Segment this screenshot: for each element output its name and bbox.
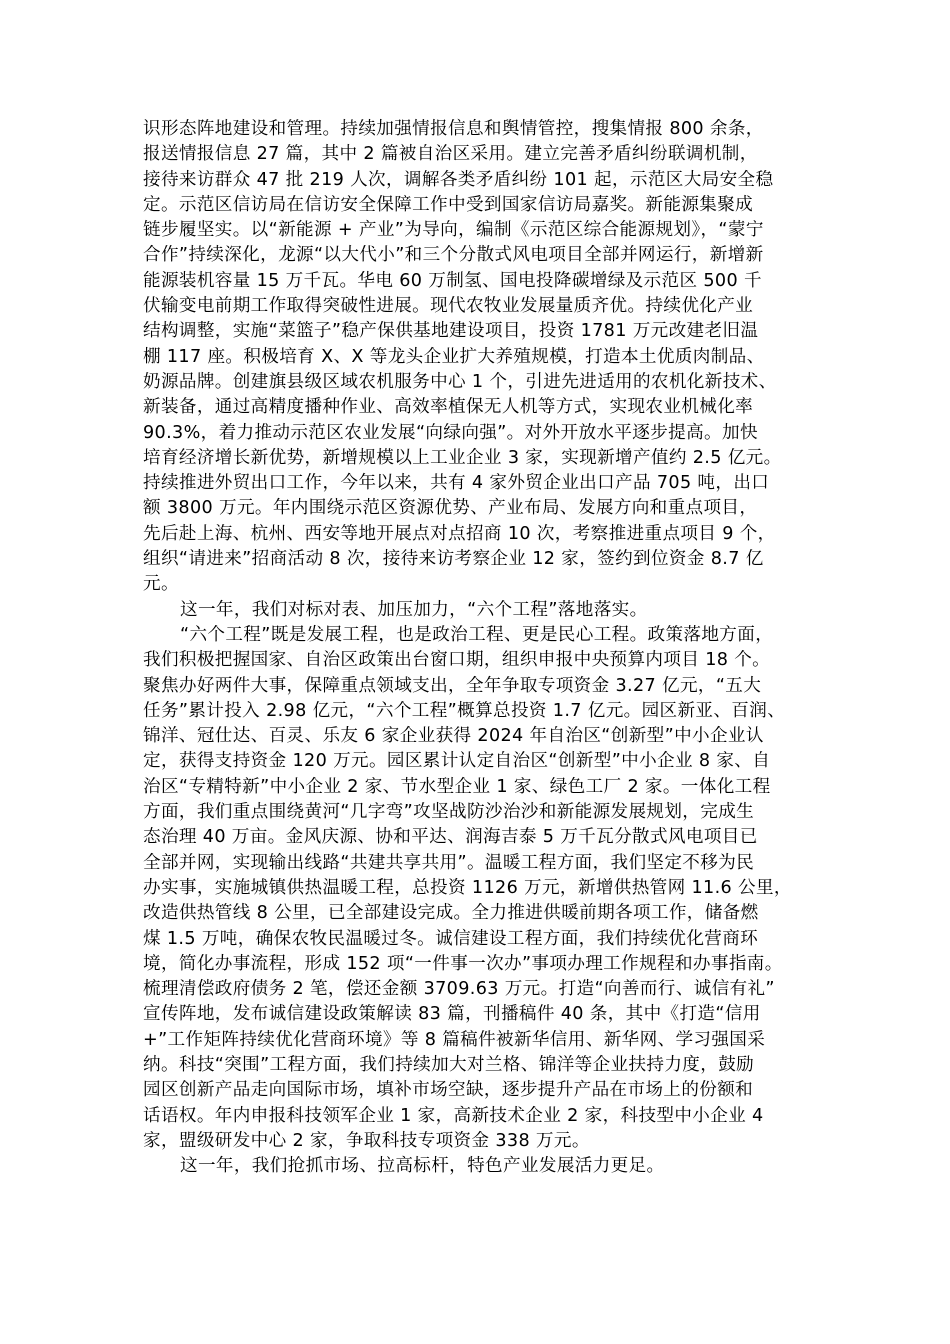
text-line: 煤 1.5 万吨，确保农牧民温暖过冬。诚信建设工程方面，我们持续优化营商环: [143, 928, 759, 949]
text-line: 这一年，我们对标对表、加压加力，“六个工程”落地落实。: [180, 599, 648, 620]
text-line: 结构调整，实施“菜篮子”稳产保供基地建设项目，投资 1781 万元改建老旧温: [143, 321, 759, 342]
text-line: 元。: [143, 574, 179, 595]
text-line: 办实事，实施城镇供热温暖工程，总投资 1126 万元，新增供热管网 11.6 公里，: [143, 877, 792, 898]
text-line: 定，获得支持资金 120 万元。园区累计认定自治区“创新型”中小企业 8 家、自: [143, 751, 771, 772]
text-line: 境，简化办事流程，形成 152 项“一件事一次办”事项办理工作规程和办事指南。: [143, 953, 783, 974]
text-line: 全部并网，实现输出线路“共建共享共用”。温暖工程方面，我们坚定不移为民: [143, 852, 755, 873]
text-line: 报送情报信息 27 篇，其中 2 篇被自治区采用。建立完善矛盾纠纷联调机制，: [143, 144, 758, 165]
text-line: 这一年，我们抢抓市场、拉高标杆，特色产业发展活力更足。: [180, 1156, 665, 1177]
text-line: 新装备，通过高精度播种作业、高效率植保无人机等方式，实现农业机械化率: [143, 397, 754, 418]
text-line: 链步履坚实。以“新能源 + 产业”为导向，编制《示范区综合能源规划》，“蒙宁: [143, 220, 764, 241]
text-line: 合作”持续深化，龙源“以大代小”和三个分散式风电项目全部并网运行，新增新: [143, 245, 764, 266]
text-line: 能源装机容量 15 万千瓦。华电 60 万制氢、国电投降碳增绿及示范区 500 千: [143, 270, 762, 291]
text-line: “六个工程”既是发展工程，也是政治工程、更是民心工程。政策落地方面，: [180, 624, 774, 645]
text-line: 90.3%，着力推动示范区农业发展“向绿向强”。对外开放水平逐步提高。加快: [143, 422, 758, 443]
text-line: 任务”累计投入 2.98 亿元，“六个工程”概算总投资 1.7 亿元。园区新亚、百润、: [143, 700, 786, 721]
text-line: 方面，我们重点围绕黄河“几字弯”攻坚战防沙治沙和新能源发展规划，完成生: [143, 802, 755, 823]
body-text: [143, 117, 823, 1179]
text-line: 伏输变电前期工作取得突破性进展。现代农牧业发展量质齐优。持续优化产业: [143, 296, 754, 317]
text-line: 组织“请进来”招商活动 8 次，接待来访考察企业 12 家，签约到位资金 8.7 亿: [143, 549, 764, 570]
text-line: 纳。科技“突围”工程方面，我们持续加大对兰格、锦洋等企业扶持力度，鼓励: [143, 1054, 755, 1075]
text-line: 识形态阵地建设和管理。持续加强情报信息和舆情管控，搜集情报 800 余条，: [143, 119, 764, 139]
text-line: 棚 117 座。积极培育 X、X 等龙头企业扩大养殖规模，打造本土优质肉制品、: [143, 346, 765, 367]
text-line: 额 3800 万元。年内围绕示范区资源优势、产业布局、发展方向和重点项目，: [143, 498, 758, 519]
text-line: 我们积极把握国家、自治区政策出台窗口期，组织申报中央预算内项目 18 个。: [143, 650, 771, 671]
text-line: 态治理 40 万亩。金风庆源、协和平达、润海吉泰 5 万千瓦分散式风电项目已: [143, 827, 758, 848]
text-line: 梳理清偿政府债务 2 笔，偿还金额 3709.63 万元。打造“向善而行、诚信有礼”: [143, 979, 775, 1000]
text-line: 宣传阵地，发布诚信建设政策解读 83 篇，刊播稿件 40 条，其中《打造“信用: [143, 1004, 761, 1025]
text-line: 定。示范区信访局在信访安全保障工作中受到国家信访局嘉奖。新能源集聚成: [143, 194, 754, 215]
text-line: 园区创新产品走向国际市场，填补市场空缺，逐步提升产品在市场上的份额和: [143, 1080, 754, 1101]
text-line: 治区“专精特新”中小企业 2 家、节水型企业 1 家、绿色工厂 2 家。一体化工程: [143, 776, 771, 797]
text-line: +”工作矩阵持续优化营商环境》等 8 篇稿件被新华信用、新华网、学习强国采: [143, 1029, 766, 1050]
text-line: 先后赴上海、杭州、西安等地开展点对点招商 10 次，考察推进重点项目 9 个，: [143, 523, 776, 544]
text-line: 聚焦办好两件大事，保障重点领域支出，全年争取专项资金 3.27 亿元，“五大: [143, 675, 762, 696]
text-line: 改造供热管线 8 公里，已全部建设完成。全力推进供暖前期各项工作，储备燃: [143, 903, 759, 924]
text-line: 家，盟级研发中心 2 家，争取科技专项资金 338 万元。: [143, 1130, 590, 1151]
text-line: 锦洋、冠仕达、百灵、乐友 6 家企业获得 2024 年自治区“创新型”中小企业认: [143, 726, 764, 747]
text-line: 持续推进外贸出口工作，今年以来，共有 4 家外贸企业出口产品 705 吨，出口: [143, 473, 770, 494]
text-line: 奶源品牌。创建旗县级区域农机服务中心 1 个，引进先进适用的农机化新技术、: [143, 371, 777, 392]
text-line: 培育经济增长新优势，新增规模以上工业企业 3 家，实现新增产值约 2.5 亿元。: [143, 447, 782, 468]
text-line: 接待来访群众 47 批 219 人次，调解各类矛盾纠纷 101 起，示范区大局安全稳: [143, 169, 774, 190]
text-line: 话语权。年内申报科技领军企业 1 家，高新技术企业 2 家，科技型中小企业 4: [143, 1105, 764, 1126]
